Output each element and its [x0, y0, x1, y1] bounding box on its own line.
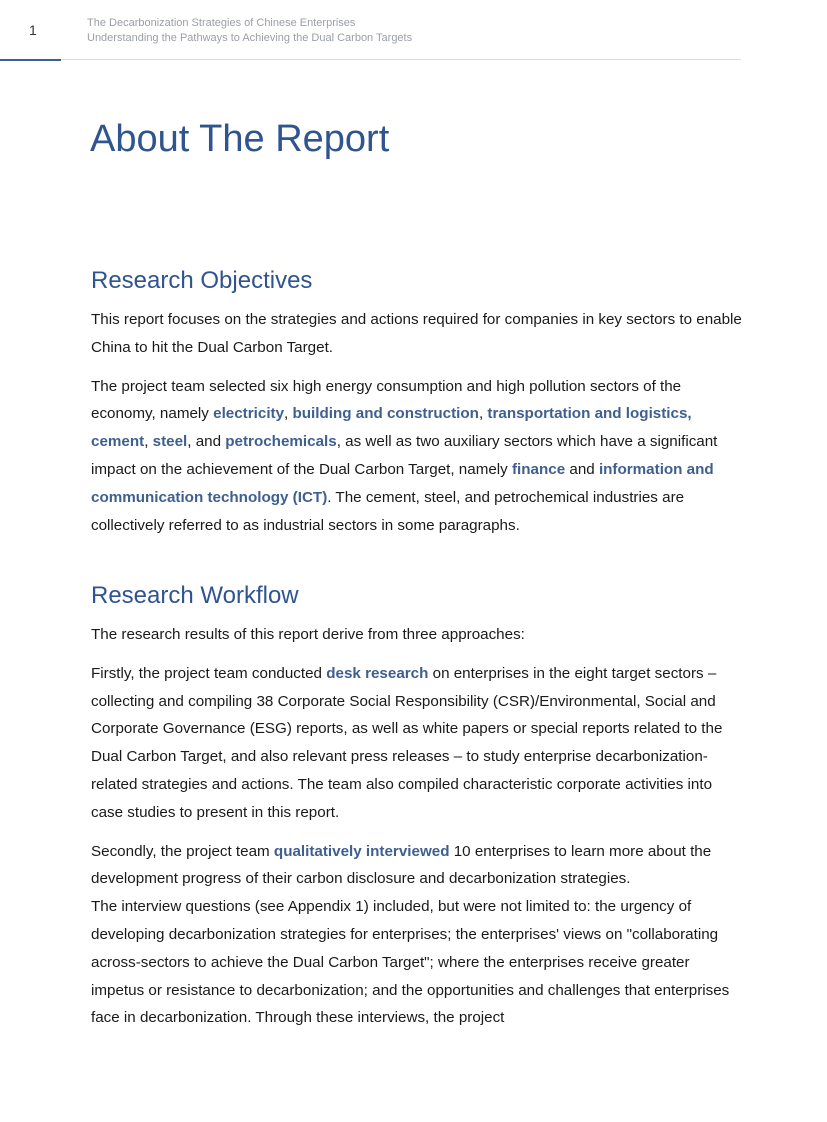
highlight-steel: steel — [152, 433, 188, 451]
highlight-building-construction: building and construction — [292, 405, 479, 423]
text-run: The project team selected six high energy consumption and high pollution sectors of the economy, namely — [91, 377, 682, 423]
page-number-rule — [0, 59, 61, 61]
text-run: , — [284, 405, 293, 423]
running-header — [87, 16, 412, 46]
text-run: , and — [187, 433, 226, 451]
research-workflow-heading: Research Workflow — [91, 582, 299, 609]
research-objectives-heading: Research Objectives — [91, 267, 313, 294]
text-run: , — [144, 433, 153, 451]
text-run: and — [565, 460, 599, 478]
text-run: on enterprises in the eight target sectors – collecting and compiling 38 Corporate Social Responsibility (CSR)/Environmental, Social and Corporate Governance (ESG) reports, as well as white papers or special reports related to the Dual Carbon Target, and also relevant press releases – to study enterprise decarbonization-related strategies and actions. The team also compiled characteristic corporate activities into case studies to present in this report. — [91, 664, 723, 821]
text-run: , as well as two auxiliary sectors which have a significant impact on the achievement of the Dual Carbon Target, namely — [91, 433, 718, 478]
objectives-paragraph-1: This report focuses on the strategies and actions required for companies in key sectors to enable China to hit the Dual Carbon Target. — [91, 311, 742, 356]
text-run: 10 enterprises to learn more about the development progress of their carbon disclosure and decarbonization strategies. — [91, 842, 712, 888]
page-title: About The Report — [90, 118, 390, 160]
highlight-cement: cement — [91, 433, 145, 451]
research-objectives-section — [91, 266, 743, 550]
running-header-subtitle: Understanding the Pathways to Achieving the Dual Carbon Targets — [87, 32, 413, 44]
workflow-intro: The research results of this report derive from three approaches: — [91, 626, 525, 643]
highlight-electricity: electricity — [213, 405, 285, 423]
research-workflow-section — [91, 581, 743, 1043]
highlight-qualitative-interviews: qualitatively interviewed — [273, 842, 450, 860]
text-run: Firstly, the project team conducted — [91, 664, 327, 682]
text-run: The interview questions (see Appendix 1) included, but were not limited to: the urgency of developing decarbonization strategies for enterprises; the enterprises' views on "collaborating across-sectors to achieve the Dual Carbon Target"; where the enterprises receive greater impetus or resistance to decarbonization; and the opportunities and challenges that enterprises face in decarbonization. Through these interviews, the project — [91, 898, 730, 1027]
text-run: . The cement, steel, and petrochemical industries are collectively referred to as industrial sectors in some paragraphs. — [91, 488, 685, 534]
running-header-title: The Decarbonization Strategies of Chinese Enterprises — [87, 17, 356, 29]
highlight-ict: information and communication technology (ICT) — [91, 460, 714, 506]
highlight-petrochemicals: petrochemicals — [225, 433, 337, 451]
text-run: , — [478, 405, 488, 423]
highlight-finance: finance — [511, 460, 566, 478]
objectives-paragraph-2 — [91, 373, 743, 540]
page-number: 1 — [29, 22, 37, 38]
highlight-desk-research: desk research — [326, 664, 429, 682]
header-divider — [61, 59, 741, 60]
text-run: Secondly, the project team — [91, 842, 274, 860]
workflow-desk-research-paragraph — [91, 660, 743, 827]
highlight-transportation-logistics: transportation and logistics, — [487, 405, 692, 423]
workflow-interview-paragraph — [91, 838, 743, 1033]
